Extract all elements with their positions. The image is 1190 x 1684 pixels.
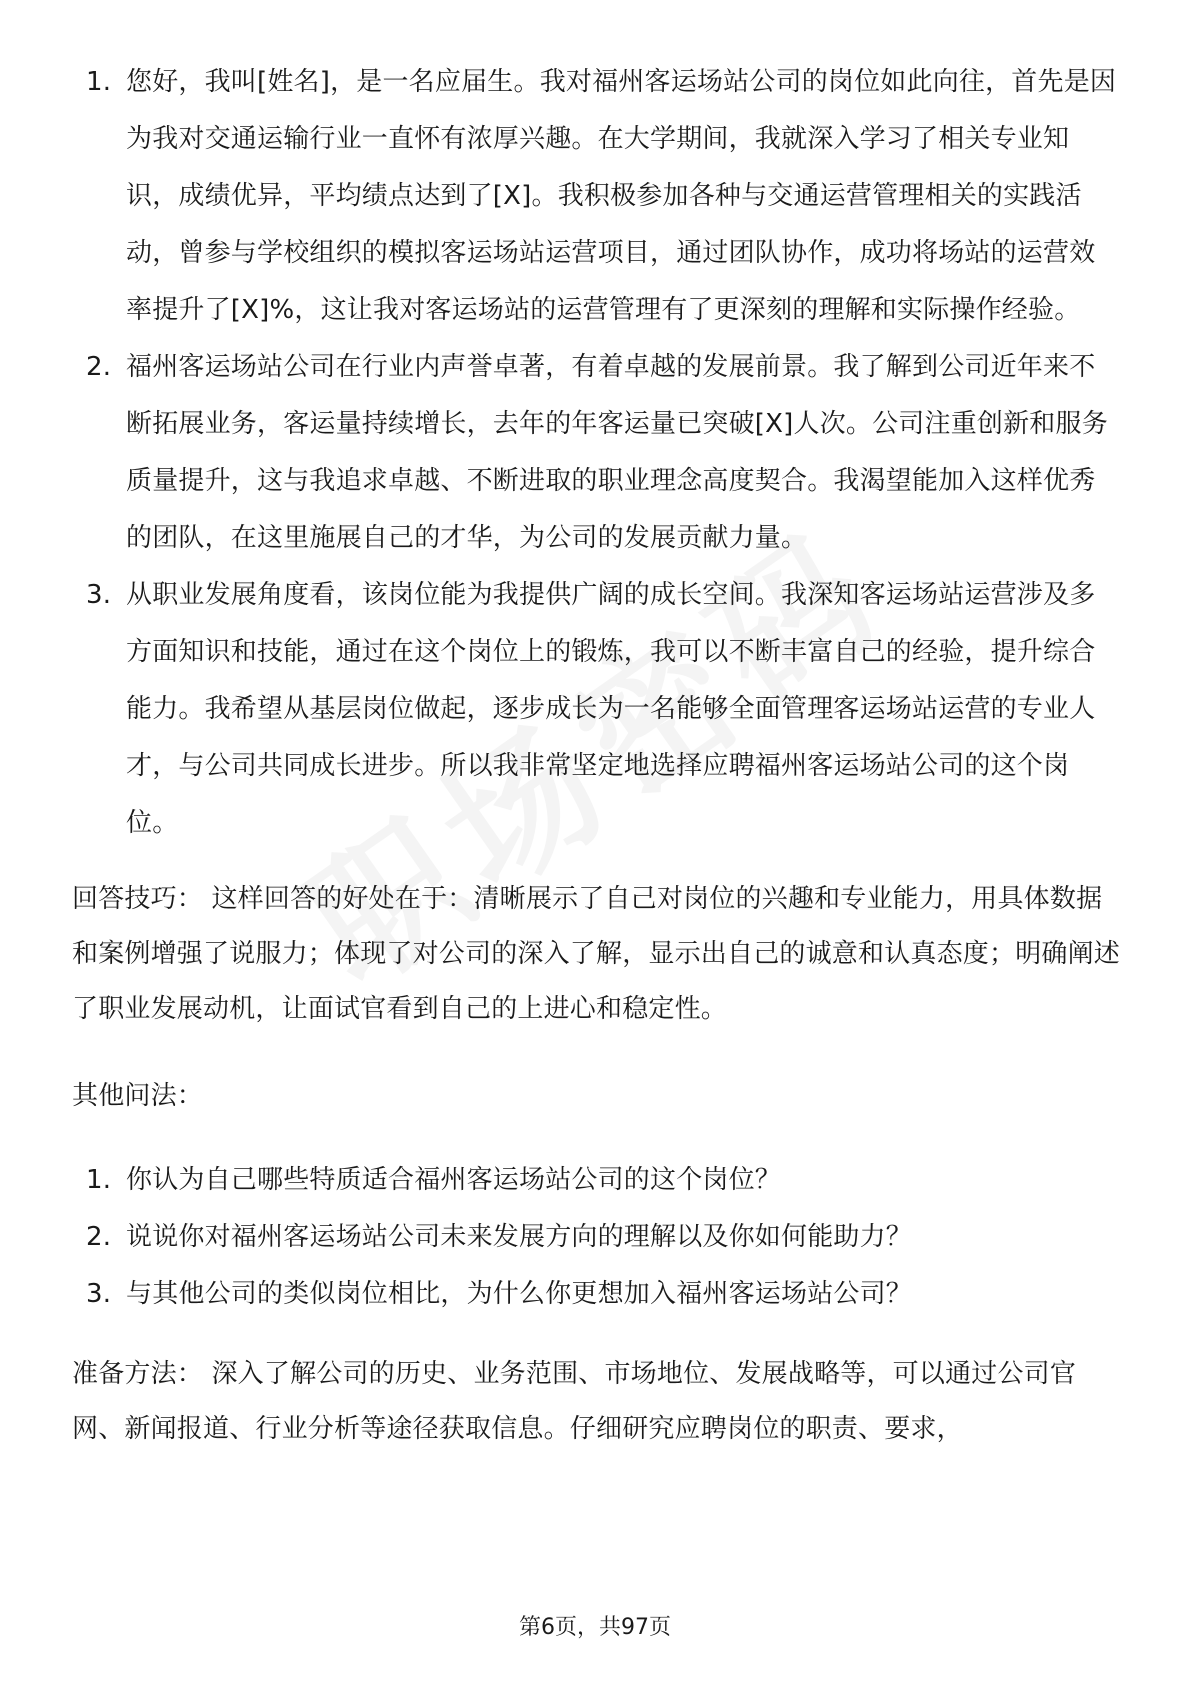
question-item-1 (72, 1152, 1120, 1209)
question-text: 你认为自己哪些特质适合福州客运场站公司的这个岗位？ (126, 1165, 782, 1195)
list-number: 3. (86, 580, 112, 610)
other-questions-list (72, 1152, 1120, 1323)
answer-item-3 (72, 567, 1120, 852)
answer-tips: 回答技巧： 这样回答的好处在于：清晰展示了自己对岗位的兴趣和专业能力，用具体数据和案例增强了说服力；体现了对公司的深入了解，显示出自己的诚意和认真态度；明确阐述了职业发展动机，让面试官看到自己的上进心和稳定性。 (72, 884, 1121, 1024)
other-questions-heading: 其他问法： (72, 1081, 204, 1111)
page-number-footer: 第6页，共97页 (519, 1615, 671, 1640)
list-number: 1. (86, 1165, 112, 1195)
list-number: 2. (86, 352, 112, 382)
answer-list (72, 54, 1120, 852)
answer-item-1 (72, 54, 1120, 339)
document-page (72, 54, 1120, 1457)
question-text: 说说你对福州客运场站公司未来发展方向的理解以及你如何能助力？ (126, 1222, 913, 1252)
preparation-method: 准备方法： 深入了解公司的历史、业务范围、市场地位、发展战略等，可以通过公司官网、新闻报道、行业分析等途径获取信息。仔细研究应聘岗位的职责、要求， (72, 1359, 1077, 1444)
answer-text: 您好，我叫[姓名]，是一名应届生。我对福州客运场站公司的岗位如此向往，首先是因为我对交通运输行业一直怀有浓厚兴趣。在大学期间，我就深入学习了相关专业知识，成绩优异，平均绩点达到了[X]。我积极参加各种与交通运营管理相关的实践活动，曾参与学校组织的模拟客运场站运营项目，通过团队协作，成功将场站的运营效率提升了[X]%，这让我对客运场站的运营管理有了更深刻的理解和实际操作经验。 (126, 67, 1117, 325)
list-number: 2. (86, 1222, 112, 1252)
question-text: 与其他公司的类似岗位相比，为什么你更想加入福州客运场站公司？ (126, 1279, 913, 1309)
question-item-3 (72, 1266, 1120, 1323)
answer-text: 从职业发展角度看，该岗位能为我提供广阔的成长空间。我深知客运场站运营涉及多方面知识和技能，通过在这个岗位上的锻炼，我可以不断丰富自己的经验，提升综合能力。我希望从基层岗位做起，逐步成长为一名能够全面管理客运场站运营的专业人才，与公司共同成长进步。所以我非常坚定地选择应聘福州客运场站公司的这个岗位。 (126, 580, 1096, 838)
question-item-2 (72, 1209, 1120, 1266)
list-number: 1. (86, 67, 112, 97)
answer-text: 福州客运场站公司在行业内声誉卓著，有着卓越的发展前景。我了解到公司近年来不断拓展业务，客运量持续增长，去年的年客运量已突破[X]人次。公司注重创新和服务质量提升，这与我追求卓越、不断进取的职业理念高度契合。我渴望能加入这样优秀的团队，在这里施展自己的才华，为公司的发展贡献力量。 (126, 352, 1108, 553)
list-number: 3. (86, 1279, 112, 1309)
answer-item-2 (72, 339, 1120, 567)
